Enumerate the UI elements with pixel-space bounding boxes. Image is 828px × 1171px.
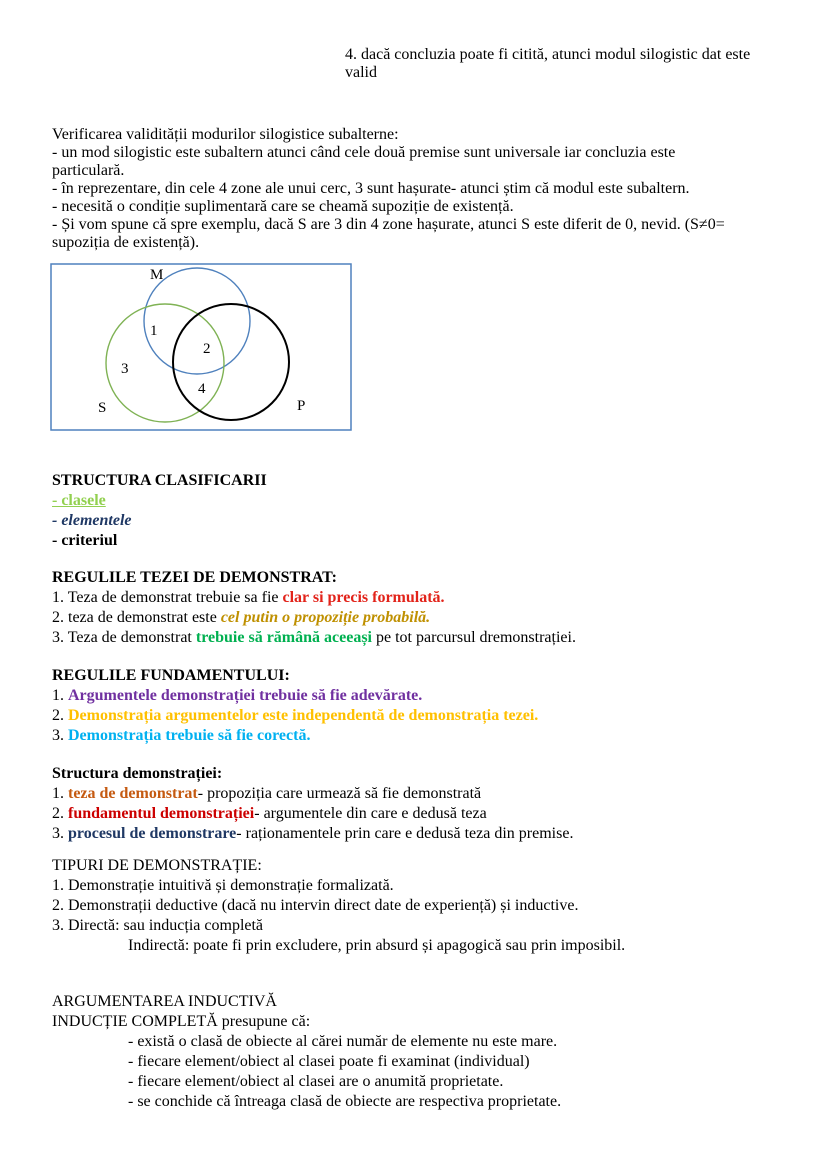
text-segment: pe tot parcursul dremonstrației. bbox=[372, 629, 576, 646]
list-item bbox=[52, 896, 625, 916]
section-heading: Structura demonstrației: bbox=[52, 765, 223, 782]
list-item bbox=[52, 916, 625, 936]
text-segment: 1. bbox=[52, 785, 68, 802]
text-segment: - argumentele din care e dedusă teza bbox=[254, 805, 487, 822]
list-item bbox=[52, 804, 573, 824]
venn-label-p: P bbox=[297, 398, 306, 414]
text-segment: - se conchide că întreaga clasă de obiecte are respectiva proprietate. bbox=[128, 1093, 562, 1110]
text-segment: fundamentul demonstrației bbox=[68, 805, 255, 822]
list-item bbox=[52, 491, 267, 511]
list-item bbox=[52, 686, 538, 706]
venn-zone-3: 3 bbox=[121, 361, 129, 377]
text-segment: 3. bbox=[52, 825, 68, 842]
section-argumentarea-inductiva bbox=[52, 992, 561, 1112]
text-line: - Și vom spune că spre exemplu, dacă S are 3 din 4 zone hașurate, atunci S este diferit de 0, nevid. (S≠0= bbox=[52, 216, 725, 233]
text-segment: - propoziția care urmează să fie demonstrată bbox=[197, 785, 482, 802]
text-line: supoziția de existență). bbox=[52, 234, 200, 251]
text-segment: 3. bbox=[52, 727, 68, 744]
text-segment: - clasele bbox=[52, 492, 106, 509]
text-segment: trebuie să rămână aceeași bbox=[195, 629, 372, 646]
text-line: - un mod silogistic este subaltern atunci când cele două premise sunt universale iar concluzia este bbox=[52, 144, 676, 161]
text-segment: - fiecare element/obiect al clasei poate fi examinat (individual) bbox=[128, 1053, 530, 1070]
intro-paragraph bbox=[52, 126, 725, 252]
section-subheading: INDUCȚIE COMPLETĂ presupune că: bbox=[52, 1013, 311, 1030]
text-segment: - raționamentele prin care e dedusă teza din premise. bbox=[236, 825, 574, 842]
section-items bbox=[52, 784, 573, 844]
list-item bbox=[52, 1072, 561, 1092]
section-structura-demonstratiei bbox=[52, 764, 573, 844]
text-segment: - elementele bbox=[52, 512, 132, 529]
text-segment: 1. bbox=[52, 687, 68, 704]
text-segment: - criteriul bbox=[52, 532, 118, 549]
section-items bbox=[52, 588, 576, 648]
list-item bbox=[52, 726, 538, 746]
section-heading: REGULILE FUNDAMENTULUI: bbox=[52, 667, 290, 684]
text-segment: 3. Directă: sau inducția completă bbox=[52, 917, 264, 934]
list-item bbox=[52, 936, 625, 956]
text-segment: - există o clasă de obiecte al cărei număr de elemente nu este mare. bbox=[128, 1033, 558, 1050]
venn-zone-4: 4 bbox=[198, 381, 206, 397]
list-item bbox=[52, 876, 625, 896]
venn-zone-2: 2 bbox=[203, 341, 211, 357]
text-segment: Demonstrația argumentelor este independentă de demonstrația tezei. bbox=[68, 707, 539, 724]
text-segment: - fiecare element/obiect al clasei are o anumită proprietate. bbox=[128, 1073, 504, 1090]
text-segment: Argumentele demonstrației trebuie să fie adevărate. bbox=[68, 687, 423, 704]
venn-label-m: M bbox=[150, 267, 164, 283]
list-item bbox=[52, 608, 576, 628]
section-structura-clasificarii bbox=[52, 471, 267, 551]
list-item bbox=[52, 706, 538, 726]
list-item bbox=[52, 628, 576, 648]
section-items bbox=[52, 686, 538, 746]
text-line: 4. dacă concluzia poate fi citită, atunci modul silogistic dat este bbox=[345, 46, 751, 63]
text-segment: teza de demonstrat bbox=[68, 785, 198, 802]
list-item bbox=[52, 1092, 561, 1112]
section-heading: ARGUMENTAREA INDUCTIVĂ bbox=[52, 993, 277, 1010]
top-note bbox=[345, 46, 750, 82]
section-items bbox=[52, 491, 267, 551]
text-segment: 1. Teza de demonstrat trebuie sa fie bbox=[52, 589, 283, 606]
text-segment: 2. bbox=[52, 707, 68, 724]
text-segment: Indirectă: poate fi prin excludere, prin absurd și apagogică sau prin imposibil. bbox=[128, 937, 626, 954]
diagram-frame bbox=[51, 264, 351, 430]
text-segment: 2. Demonstrații deductive (dacă nu intervin direct date de experiență) și inductive. bbox=[52, 897, 579, 914]
venn-diagram bbox=[50, 263, 352, 431]
list-item bbox=[52, 824, 573, 844]
section-tipuri-de-demonstratie bbox=[52, 856, 625, 956]
text-segment: 2. teza de demonstrat este bbox=[52, 609, 221, 626]
list-item bbox=[52, 588, 576, 608]
section-regulile-tezei bbox=[52, 568, 576, 648]
text-segment: Demonstrația trebuie să fie corectă. bbox=[68, 727, 311, 744]
text-line: valid bbox=[345, 64, 377, 81]
list-item bbox=[52, 511, 267, 531]
text-segment: 1. Demonstrație intuitivă și demonstrație formalizată. bbox=[52, 877, 394, 894]
text-segment: clar si precis formulată. bbox=[282, 589, 445, 606]
list-item bbox=[52, 531, 267, 551]
section-regulile-fundamentului bbox=[52, 666, 538, 746]
venn-label-s: S bbox=[98, 400, 107, 416]
text-line: - necesită o condiție suplimentară care se cheamă supoziție de existență. bbox=[52, 198, 514, 215]
section-heading: STRUCTURA CLASIFICARII bbox=[52, 472, 267, 489]
text-segment: 2. bbox=[52, 805, 68, 822]
text-segment: procesul de demonstrare bbox=[68, 825, 237, 842]
list-item bbox=[52, 1052, 561, 1072]
list-item bbox=[52, 1032, 561, 1052]
text-line: Verificarea validității modurilor silogistice subalterne: bbox=[52, 126, 399, 143]
text-segment: 3. Teza de demonstrat bbox=[52, 629, 196, 646]
section-heading: TIPURI DE DEMONSTRAȚIE: bbox=[52, 857, 262, 874]
section-items bbox=[52, 876, 625, 956]
text-line: particulară. bbox=[52, 162, 125, 179]
circle-m bbox=[144, 268, 250, 374]
section-heading: REGULILE TEZEI DE DEMONSTRAT: bbox=[52, 569, 337, 586]
section-items bbox=[52, 1032, 561, 1112]
list-item bbox=[52, 784, 573, 804]
text-line: - în reprezentare, din cele 4 zone ale unui cerc, 3 sunt hașurate- atunci știm că modul este subaltern. bbox=[52, 180, 690, 197]
venn-zone-1: 1 bbox=[150, 323, 158, 339]
text-segment: cel putin o propoziție probabilă. bbox=[220, 609, 431, 626]
